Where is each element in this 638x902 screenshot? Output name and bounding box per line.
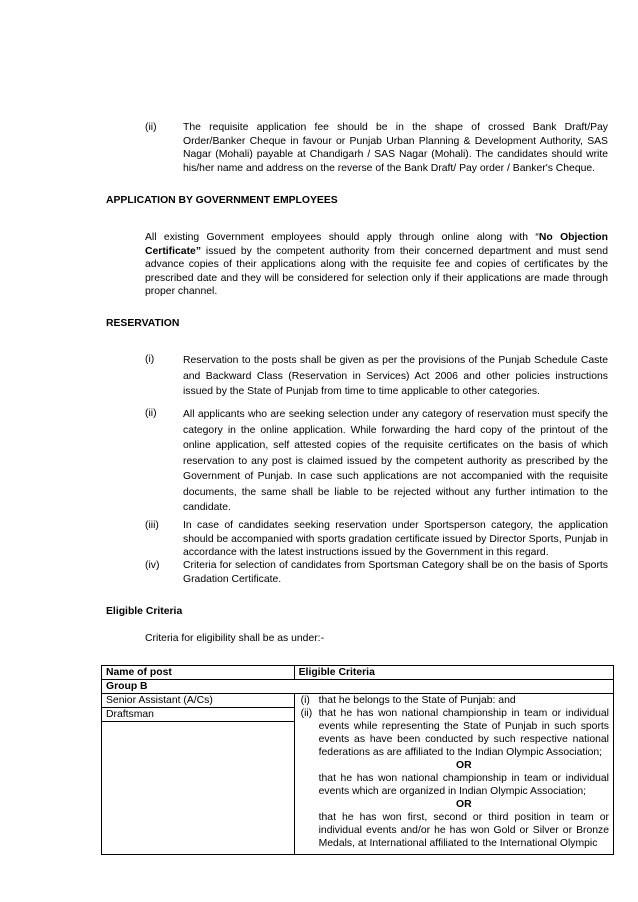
criteria-item-text: that he belongs to the State of Punjab: and <box>318 695 516 706</box>
reservation-item-text: All applicants who are seeking selection under any category of reservation must specify the category in the online application. While forwarding the hard copy of the printout of the online application, self attested copies of the requisite certificates on the basis of which reservation to any post is claimed issued by the competent authority as prescribed by the Government of Punjab. In case such applications are not accompanied with the requisite documents, the same shall be liable to be rejected without any further intimation to the candidate. <box>183 409 608 513</box>
alternative-criteria: that he has won national championship in team or individual events which are organized in Indian Olympic Association; <box>318 773 609 797</box>
criteria-list <box>299 694 609 759</box>
column-header-name-of-post: Name of post <box>102 666 295 680</box>
criteria-alternatives <box>299 759 609 850</box>
reservation-item-text: Reservation to the posts shall be given as per the provisions of the Punjab Schedule Caste and Backward Class (Reservation in Services) Act 2006 and other policies instructions issued by the State of Punjab from time to time applicable to other categories. <box>183 355 608 397</box>
govt-text-post: issued by the competent authority from their concerned department and must send advance copies of their applications along with the requisite fee and copies of certificates by the prescribed date and they will be considered for selection only if their applications are made through proper channel. <box>145 245 608 298</box>
table-header-row <box>102 666 614 680</box>
reservation-item-text: In case of candidates seeking reservation under Sportsperson category, the application should be accompanied with sports gradation certificate issued by Director Sports, Punjab in accordance with the latest instructions issued by the Government in this regard. <box>183 520 608 559</box>
reservation-item-number: (ii) <box>145 408 157 419</box>
eligible-criteria-intro: Criteria for eligibility shall be as under:- <box>145 633 325 644</box>
fee-clause-number: (ii) <box>145 122 157 133</box>
column-header-eligible-criteria: Eligible Criteria <box>294 666 613 680</box>
reservation-item-number: (i) <box>145 354 155 365</box>
table-row-group <box>102 680 614 694</box>
eligible-criteria-heading: Eligible Criteria <box>106 606 183 617</box>
criteria-item <box>299 694 609 707</box>
post-name: Senior Assistant (A/Cs) <box>102 694 294 708</box>
or-separator: OR <box>456 760 472 771</box>
criteria-item-number: (ii) <box>300 708 313 719</box>
table-row <box>102 694 614 855</box>
criteria-item-text: that he has won national championship in team or individual events while representing the State of Punjab in such sports events as have been conducted by such respective national federations as are affiliated to the Indian Olympic Association; <box>318 708 609 758</box>
reservation-item-number: (iii) <box>145 520 159 531</box>
govt-text-pre: All existing Government employees should apply through online along with “ <box>145 232 539 243</box>
eligibility-table <box>101 665 614 855</box>
govt-employees-paragraph <box>145 231 608 299</box>
post-name: Draftsman <box>102 708 294 722</box>
fee-clause-text: The requisite application fee should be in the shape of crossed Bank Draft/Pay Order/Banker Cheque in favour or Punjab Urban Planning & Development Authority, SAS Nagar (Mohali) payable at Chandigarh / SAS Nagar (Mohali). The candidates should write his/her name and address on the reverse of the Bank Draft/ Pay order / Banker's Cheque. <box>183 122 608 174</box>
govt-employees-heading: APPLICATION BY GOVERNMENT EMPLOYEES <box>106 195 338 206</box>
post-names-cell <box>102 694 295 855</box>
reservation-item-number: (iv) <box>145 560 160 571</box>
criteria-item-number: (i) <box>300 695 310 706</box>
reservation-heading: RESERVATION <box>106 318 180 329</box>
noc-emphasis: No Objection Certificate” <box>145 232 608 257</box>
or-separator: OR <box>456 799 472 810</box>
alternative-criteria: that he has won first, second or third position in team or individual events and/or he has won Gold or Silver or Bronze Medals, at International affiliated to the International Olympic <box>318 812 609 849</box>
reservation-item-text: Criteria for selection of candidates from Sportsman Category shall be on the basis of Sports Gradation Certificate. <box>183 560 608 585</box>
group-label: Group B <box>102 680 614 694</box>
criteria-cell <box>294 694 613 855</box>
criteria-item <box>299 707 609 759</box>
